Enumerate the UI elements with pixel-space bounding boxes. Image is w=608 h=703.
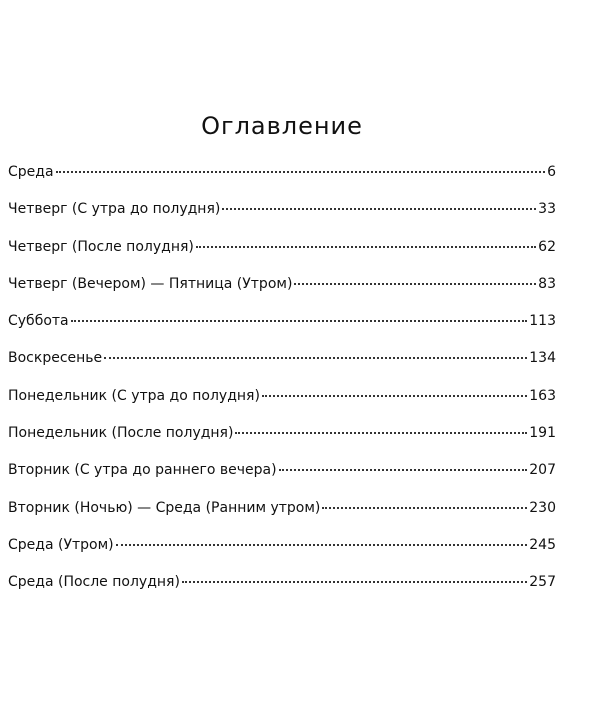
- toc-entry-label: Суббота: [8, 313, 69, 330]
- toc-entry-label: Среда (После полудня): [8, 574, 180, 591]
- toc-entry-label: Четверг (После полудня): [8, 238, 194, 255]
- toc-entry-page: 6: [547, 164, 556, 180]
- toc-entry-page: 113: [529, 313, 556, 330]
- toc-entry-label: Понедельник (С утра до полудня): [8, 387, 260, 404]
- toc-entry-page: 62: [538, 238, 556, 255]
- toc-entry-label: Среда: [8, 164, 54, 180]
- dot-leader: [235, 432, 527, 434]
- toc-entry: [8, 197, 556, 221]
- dot-leader: [56, 171, 546, 173]
- toc-entry-label: Четверг (С утра до полудня): [8, 201, 221, 218]
- dot-leader: [279, 469, 528, 471]
- toc-entry: [8, 235, 556, 259]
- toc-entry: [8, 309, 556, 333]
- toc-entry-page: 230: [529, 499, 556, 516]
- toc-entry: [8, 272, 556, 296]
- toc-entry-label: Вторник (С утра до раннего вечера): [8, 462, 277, 479]
- toc-entry-page: 245: [529, 536, 556, 553]
- dot-leader: [104, 357, 527, 359]
- toc-entry-label: Понедельник (После полудня): [8, 425, 234, 442]
- dot-leader: [182, 581, 527, 583]
- toc-entry: [8, 346, 556, 370]
- toc-entry-page: 257: [529, 574, 556, 591]
- toc-entry: [8, 458, 556, 482]
- dot-leader: [116, 544, 528, 546]
- toc-entry-page: 163: [529, 387, 556, 404]
- toc-entry: [8, 421, 556, 445]
- toc-entry-page: 207: [529, 462, 556, 479]
- toc-entry-page: 191: [529, 425, 556, 442]
- toc-entry-label: Среда (Утром): [8, 536, 114, 553]
- toc-entry-page: 83: [538, 275, 556, 292]
- dot-leader: [196, 246, 536, 248]
- toc-entry: [8, 384, 556, 408]
- page-title: Оглавление: [201, 112, 363, 141]
- table-of-contents: [8, 160, 556, 608]
- toc-entry-label: Вторник (Ночью) — Среда (Ранним утром): [8, 499, 321, 516]
- toc-entry-page: 134: [529, 350, 556, 367]
- dot-leader: [322, 507, 527, 509]
- dot-leader: [294, 283, 536, 285]
- toc-entry-page: 33: [538, 201, 556, 218]
- dot-leader: [262, 395, 527, 397]
- toc-entry: [8, 570, 556, 594]
- toc-entry: [8, 496, 556, 520]
- toc-entry: [8, 533, 556, 557]
- toc-entry-label: Четверг (Вечером) — Пятница (Утром): [8, 275, 293, 292]
- toc-entry-label: Воскресенье: [8, 350, 103, 367]
- toc-entry: [8, 160, 556, 184]
- dot-leader: [222, 208, 536, 210]
- dot-leader: [71, 320, 528, 322]
